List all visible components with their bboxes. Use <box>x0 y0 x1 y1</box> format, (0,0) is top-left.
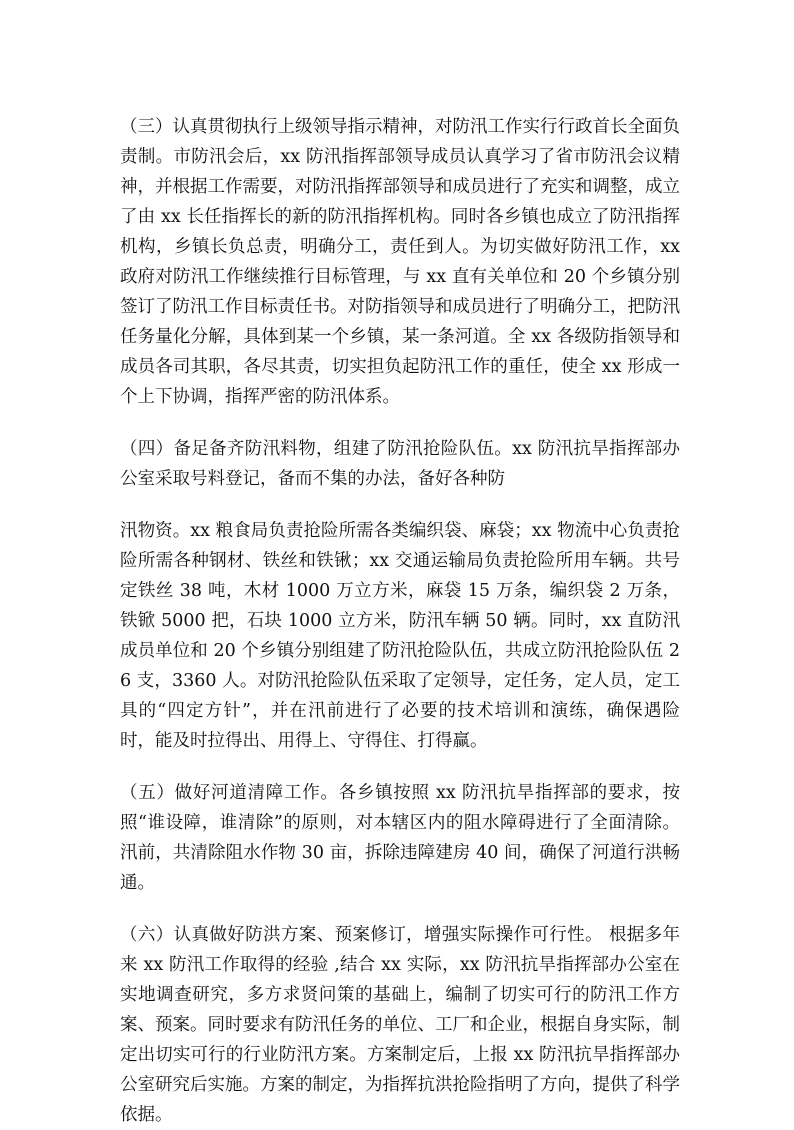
paragraph-materials-detail: 汛物资。xx 粮食局负责抢险所需各类编织袋、麻袋；xx 物流中心负责抢险所需各种钢材、铁丝和铁锹；xx 交通运输局负责抢险所用车辆。共号定铁丝 38 吨，木材 1000 万立方米，麻袋 15 万条，编织袋 2 万条，铁锨 5000 把，石块 1000 立方米，防汛车辆 50 辆。同时，xx 直防汛成员单位和 20 个乡镇分别组建了防汛抢险队伍，共成立防汛抢险队伍 26 支，3360 人。对防汛抢险队伍采取了定领导，定任务，定人员，定工具的“四定方针”，并在汛前进行了必要的技术培训和演练，确保遇险时，能及时拉得出、用得上、守得住、打得赢。 <box>120 521 680 751</box>
paragraph-flood-plans: （六）认真做好防洪方案、预案修订，增强实际操作可行性。 根据多年来 xx 防汛工作取得的经验 ,结合 xx 实际，xx 防汛抗旱指挥部办公室在实地调查研究，多方求贤问策的基础上，编制了切实可行的防汛工作方案、预案。同时要求有防汛任务的单位、工厂和企业，根据自身实际，制定出切实可行的行业防汛方案。方案制定后，上报 xx 防汛抗旱指挥部办公室研究后实施。方案的制定，为指挥抗洪抢险指明了方向，提供了科学依据。 <box>120 925 680 1125</box>
paragraph-organization: （三）认真贯彻执行上级领导指示精神，对防汛工作实行行政首长全面负责制。市防汛会后，xx 防汛指挥部领导成员认真学习了省市防汛会议精神，并根据工作需要，对防汛指挥部领导和成员进行了充实和调整，成立了由 xx 长任指挥长的新的防汛指挥机构。同时各乡镇也成立了防汛指挥机构，乡镇长负总责，明确分工，责任到人。为切实做好防汛工作，xx 政府对防汛工作继续推行目标管理，与 xx 直有关单位和 20 个乡镇分别签订了防汛工作目标责任书。对防指领导和成员进行了明确分工，把防汛任务量化分解，具体到某一个乡镇，某一条河道。全 xx 各级防指领导和成员各司其职，各尽其责，切实担负起防汛工作的重任，使全 xx 形成一个上下协调，指挥严密的防汛体系。 <box>120 117 680 407</box>
paragraph-river-clearing: （五）做好河道清障工作。各乡镇按照 xx 防汛抗旱指挥部的要求，按照“谁设障，谁清除”的原则，对本辖区内的阻水障碍进行了全面清除。汛前，共清除阻水作物 30 亩，拆除违障建房 40 间，确保了河道行洪畅通。 <box>120 783 680 893</box>
paragraph-materials-intro: （四）备足备齐防汛料物，组建了防汛抢险队伍。xx 防汛抗旱指挥部办公室采取号料登记，备而不集的办法，备好各种防 <box>120 439 680 489</box>
document-page <box>120 112 680 1130</box>
